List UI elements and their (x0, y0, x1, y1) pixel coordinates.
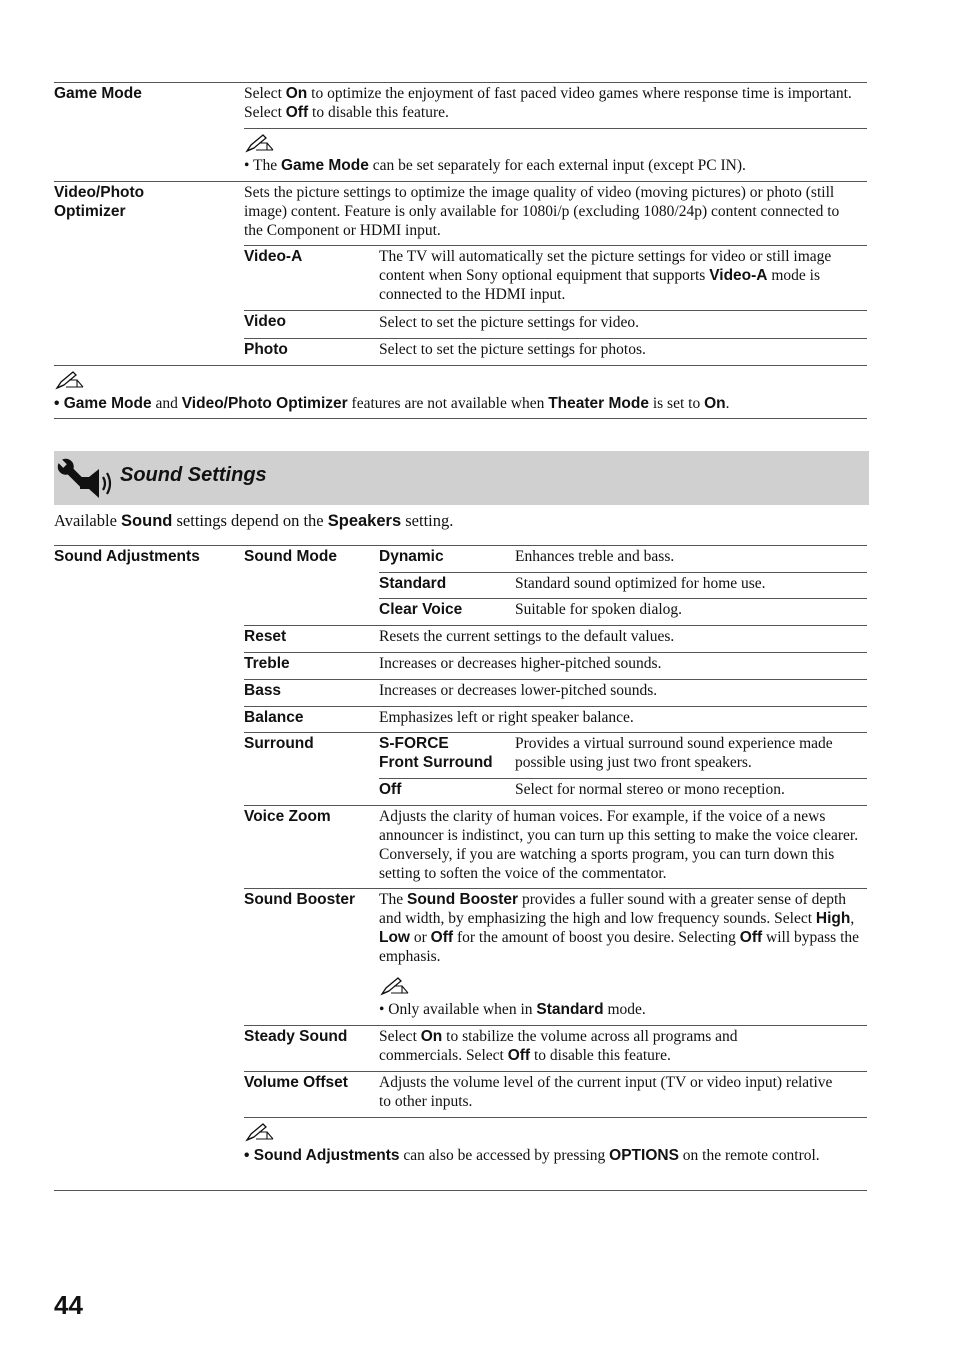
option-desc-s-force: Provides a virtual surround sound experience made possible using just two front speakers. (515, 735, 833, 771)
option-desc-clear-voice: Suitable for spoken dialog. (515, 601, 683, 618)
picture-footnote: • Game Mode and Video/Photo Optimizer features are not available when Theater Mode is set to On. (54, 395, 730, 412)
row-label-game-mode: Game Mode (54, 85, 142, 102)
row-desc-reset: Resets the current settings to the default values. (379, 628, 675, 645)
table-bottom-rule (54, 418, 867, 419)
option-desc-photo: Select to set the picture settings for photos. (379, 341, 646, 358)
option-desc-dynamic: Enhances treble and bass. (515, 548, 675, 565)
row-desc-sound-booster: The Sound Booster provides a fuller sound with a greater sense of depth and width, by emphasizing the high and low frequency sounds. Select High, Low or Off for the amount of boost you desire. Selecting Off will bypass the emphasis. (379, 891, 860, 965)
pencil-note-icon (245, 133, 275, 153)
option-label-video: Video (244, 313, 286, 330)
row-label-bass: Bass (244, 682, 282, 699)
option-desc-off: Select for normal stereo or mono reception. (515, 781, 785, 798)
divider (244, 888, 867, 889)
row-label-sound-mode: Sound Mode (244, 548, 337, 565)
page-number: 44 (54, 1290, 83, 1320)
sound-intro: Available Sound settings depend on the Speakers setting. (54, 511, 454, 530)
sound-booster-note: • Only available when in Standard mode. (379, 1001, 646, 1018)
row-desc-treble: Increases or decreases higher-pitched sounds. (379, 655, 662, 672)
table-top-rule (54, 545, 867, 546)
option-label-dynamic: Dynamic (379, 548, 444, 565)
divider (244, 805, 867, 806)
divider (244, 1071, 867, 1072)
game-mode-description: Select On to optimize the enjoyment of fast paced video games where response time is important. Select Off to disable this feature. (244, 85, 852, 121)
row-desc-steady-sound: Select On to stabilize the volume across all programs and commercials. Select Off to disable this feature. (379, 1028, 738, 1064)
divider (244, 310, 867, 311)
option-label-photo: Photo (244, 341, 288, 358)
divider (244, 652, 867, 653)
divider (379, 572, 867, 573)
row-desc-voice-zoom: Adjusts the clarity of human voices. For example, if the voice of a news announcer is indistinct, you can turn up this setting to make the voice clearer. Conversely, if you are watching a sports program, you can turn down this setting to soften the voice of the commentator. (379, 808, 859, 882)
row-label-sound-booster: Sound Booster (244, 891, 356, 908)
option-label-s-force-front-surround: S-FORCE Front Surround (379, 735, 493, 771)
option-label-standard: Standard (379, 575, 447, 592)
option-label-video-a: Video-A (244, 248, 303, 265)
section-title: Sound Settings (120, 464, 267, 486)
option-label-clear-voice: Clear Voice (379, 601, 463, 618)
option-desc-standard: Standard sound optimized for home use. (515, 575, 766, 592)
table-bottom-rule (54, 1190, 867, 1191)
game-mode-note: • The Game Mode can be set separately for each external input (except PC IN). (244, 157, 746, 174)
divider (244, 732, 867, 733)
row-label-treble: Treble (244, 655, 290, 672)
pencil-note-icon (245, 1122, 275, 1142)
divider (244, 706, 867, 707)
row-label-steady-sound: Steady Sound (244, 1028, 348, 1045)
sound-adjustments-footnote: • Sound Adjustments can also be accessed by pressing OPTIONS on the remote control. (244, 1147, 820, 1164)
row-desc-bass: Increases or decreases lower-pitched sounds. (379, 682, 658, 699)
divider (379, 778, 867, 779)
divider (244, 1117, 867, 1118)
row-label-reset: Reset (244, 628, 287, 645)
table-top-rule (54, 82, 867, 83)
row-label-video-photo-optimizer: Video/Photo Optimizer (54, 184, 145, 220)
divider (54, 181, 867, 182)
option-desc-video-a: The TV will automatically set the picture settings for video or still image content when Sony optional equipment that supports Video-A mode is connected to the HDMI input. (379, 248, 832, 303)
row-label-voice-zoom: Voice Zoom (244, 808, 331, 825)
row-label-balance: Balance (244, 709, 304, 726)
divider (244, 679, 867, 680)
divider (379, 598, 867, 599)
video-photo-description: Sets the picture settings to optimize the image quality of video (moving pictures) or photo (still image) content. Feature is only available for 1080i/p (excluding 1080/24p) content connected to the Component or HDMI input. (244, 184, 840, 239)
divider (244, 1025, 867, 1026)
option-desc-video: Select to set the picture settings for video. (379, 314, 639, 331)
divider (244, 338, 867, 339)
wrench-speaker-icon (56, 455, 116, 501)
option-label-off: Off (379, 781, 402, 798)
row-desc-balance: Emphasizes left or right speaker balance. (379, 709, 634, 726)
divider (54, 365, 867, 366)
row-label-volume-offset: Volume Offset (244, 1074, 348, 1091)
pencil-note-icon (380, 976, 410, 996)
divider (244, 625, 867, 626)
group-label-sound-adjustments: Sound Adjustments (54, 548, 200, 565)
divider (244, 245, 867, 246)
row-desc-volume-offset: Adjusts the volume level of the current input (TV or video input) relative to other inputs. (379, 1074, 833, 1110)
divider (244, 128, 867, 129)
pencil-note-icon (55, 370, 85, 390)
row-label-surround: Surround (244, 735, 314, 752)
